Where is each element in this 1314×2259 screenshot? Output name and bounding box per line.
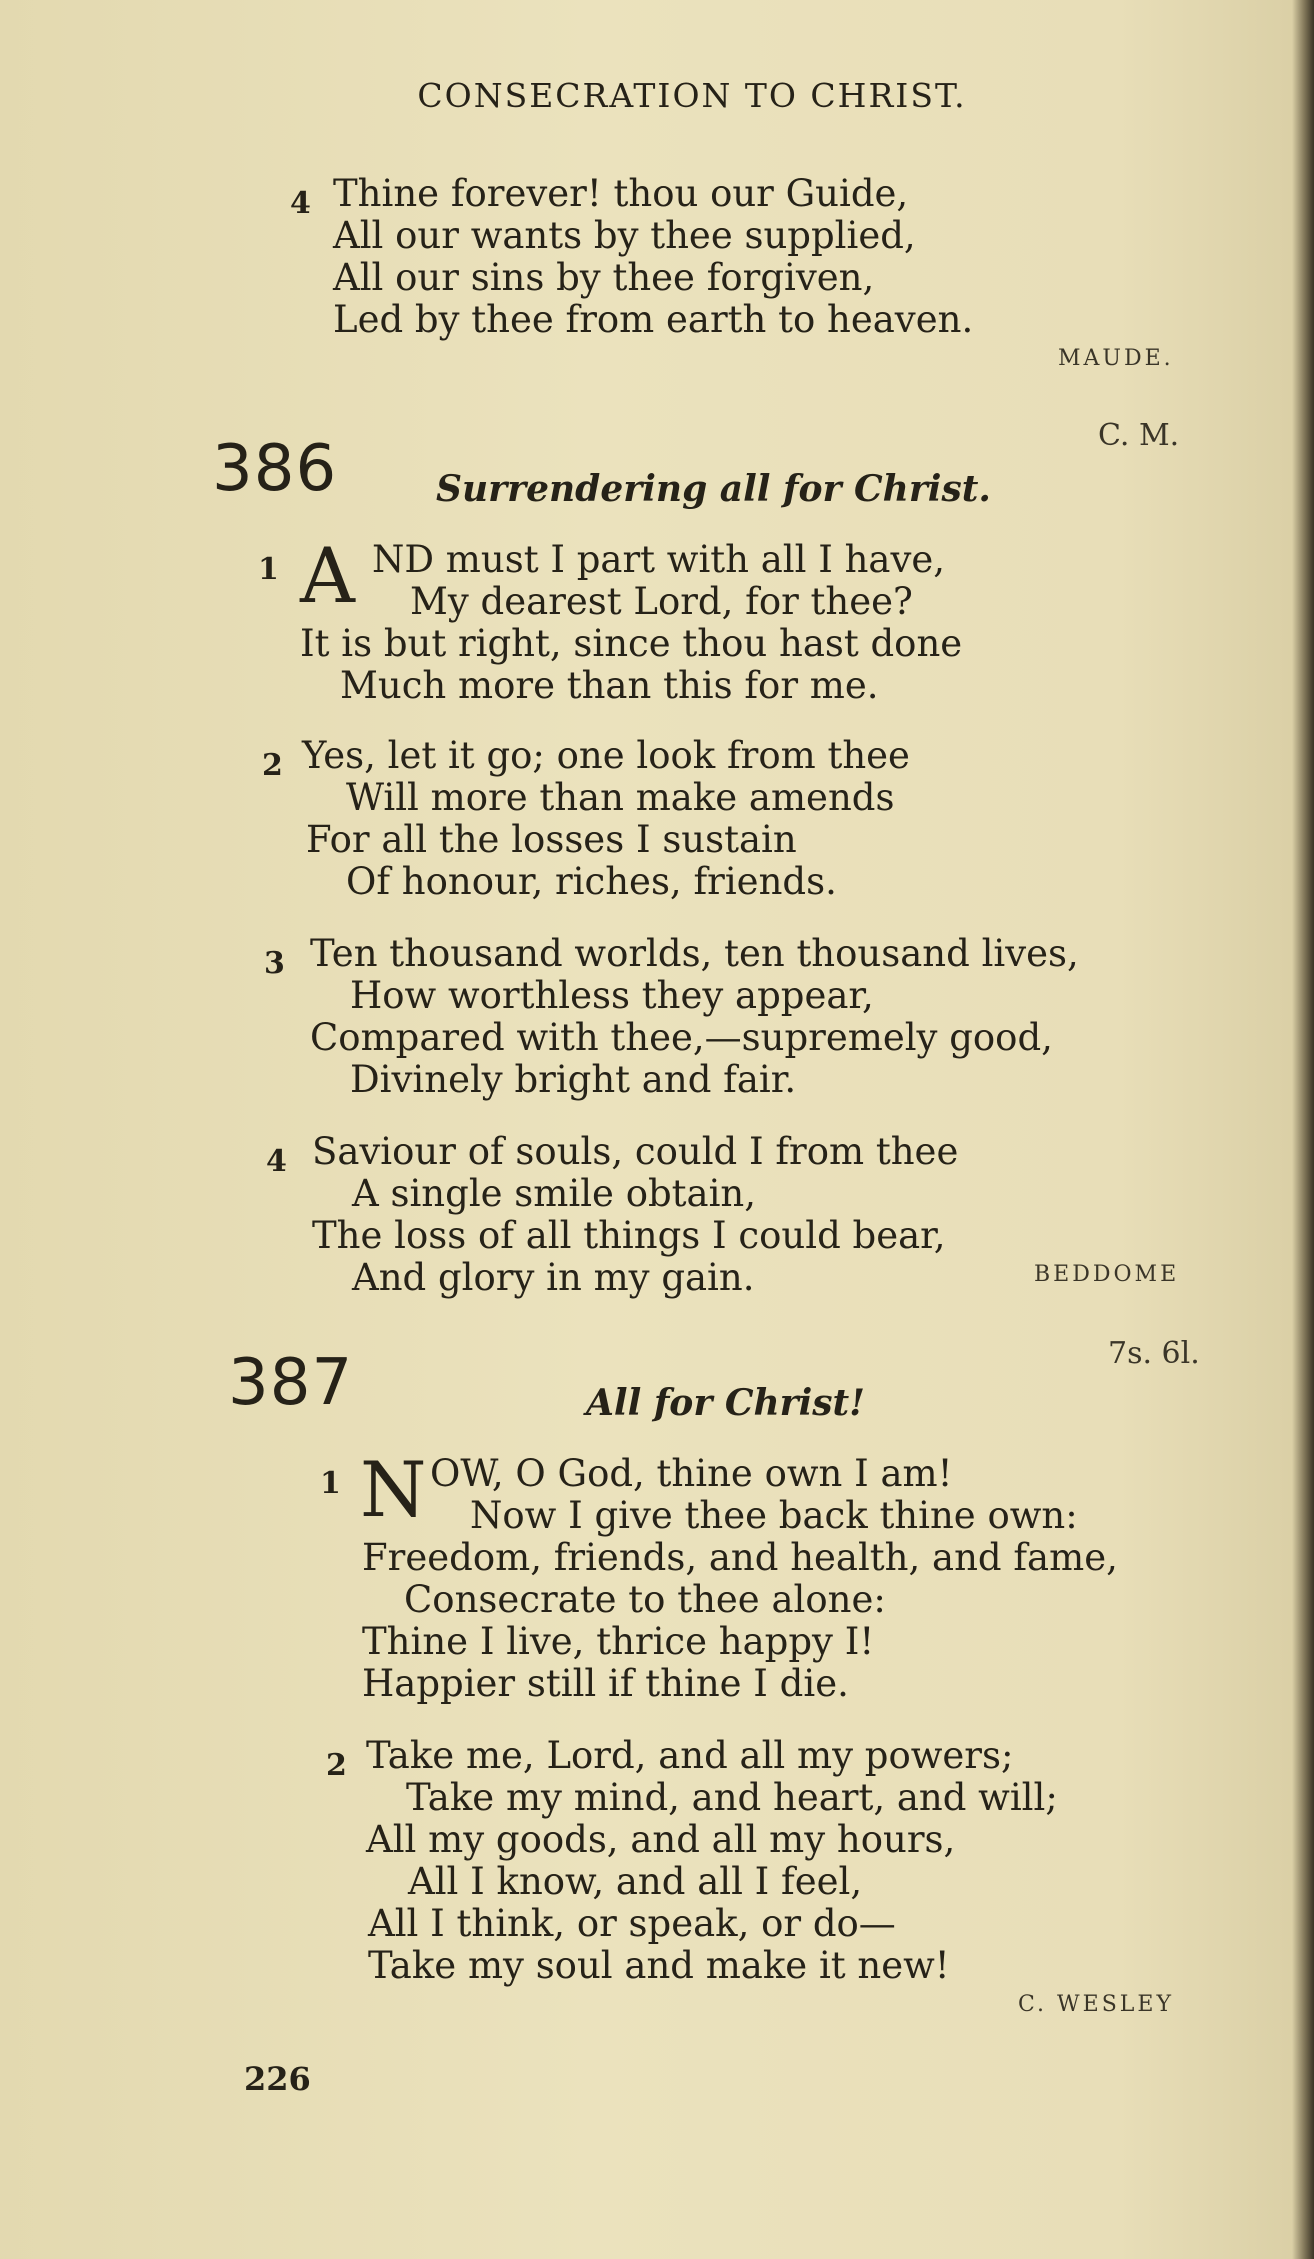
verse-line: Happier still if thine I die. — [362, 1662, 849, 1705]
verse-line: How worthless they appear, — [350, 974, 874, 1017]
verse-line: It is but right, since thou hast done — [300, 622, 963, 665]
verse-line: Take me, Lord, and all my powers; — [366, 1734, 1014, 1777]
verse-number: 2 — [326, 1748, 347, 1783]
verse-line: Thine I live, thrice happy I! — [362, 1620, 875, 1663]
page-number: 226 — [244, 2060, 311, 2098]
verse-line: The loss of all things I could bear, — [312, 1214, 946, 1257]
hymn-title: All for Christ! — [586, 1382, 865, 1424]
verse-line: All our sins by thee forgiven, — [333, 256, 875, 299]
verse-line: ND must I part with all I have, — [372, 538, 946, 581]
verse-line: All my goods, and all my hours, — [366, 1818, 956, 1861]
verse-number: 4 — [266, 1144, 287, 1179]
verse-line: Much more than this for me. — [340, 664, 879, 707]
verse-line: Of honour, riches, friends. — [346, 860, 837, 903]
author-attribution: MAUDE. — [1058, 346, 1174, 371]
verse-line: OW, O God, thine own I am! — [430, 1452, 953, 1495]
verse-number: 2 — [262, 748, 283, 783]
verse-line: Divinely bright and fair. — [350, 1058, 797, 1101]
verse-line: Compared with thee,—supremely good, — [310, 1016, 1053, 1059]
verse-line: Take my mind, and heart, and will; — [406, 1776, 1058, 1819]
page-gutter-shadow — [1292, 0, 1314, 2259]
verse-line: Led by thee from earth to heaven. — [333, 298, 974, 341]
hymn-number: 386 — [212, 432, 338, 506]
verse-number: 1 — [320, 1466, 341, 1501]
hymn-number: 387 — [228, 1346, 354, 1420]
hymn-title: Surrendering all for Christ. — [436, 468, 991, 510]
verse-number: 3 — [264, 946, 285, 981]
author-attribution: C. WESLEY — [1018, 1992, 1174, 2017]
drop-cap: A — [300, 531, 355, 620]
verse-line: Now I give thee back thine own: — [470, 1494, 1078, 1537]
verse-line: For all the losses I sustain — [306, 818, 797, 861]
verse-line: All our wants by thee supplied, — [333, 214, 916, 257]
verse-line: A single smile obtain, — [352, 1172, 757, 1215]
hymn-meter: 7s. 6l. — [1108, 1336, 1200, 1371]
verse-line: Freedom, friends, and health, and fame, — [362, 1536, 1118, 1579]
verse-number: 4 — [290, 186, 311, 221]
drop-cap: N — [360, 1445, 427, 1534]
author-attribution: BEDDOME — [1034, 1262, 1180, 1287]
verse-line: Consecrate to thee alone: — [404, 1578, 886, 1621]
verse-line: Saviour of souls, could I from thee — [312, 1130, 959, 1173]
verse-line: My dearest Lord, for thee? — [410, 580, 913, 623]
verse-line: All I think, or speak, or do— — [368, 1902, 896, 1945]
verse-number: 1 — [258, 552, 279, 587]
running-header: CONSECRATION TO CHRIST. — [417, 76, 967, 115]
verse-line: Will more than make amends — [346, 776, 895, 819]
verse-line: Ten thousand worlds, ten thousand lives, — [310, 932, 1079, 975]
verse-line: All I know, and all I feel, — [408, 1860, 863, 1903]
hymn-meter: C. M. — [1098, 418, 1180, 453]
verse-line: And glory in my gain. — [352, 1256, 755, 1299]
verse-line: Take my soul and make it new! — [368, 1944, 950, 1987]
verse-line: Yes, let it go; one look from thee — [302, 734, 910, 777]
verse-line: Thine forever! thou our Guide, — [333, 172, 909, 215]
